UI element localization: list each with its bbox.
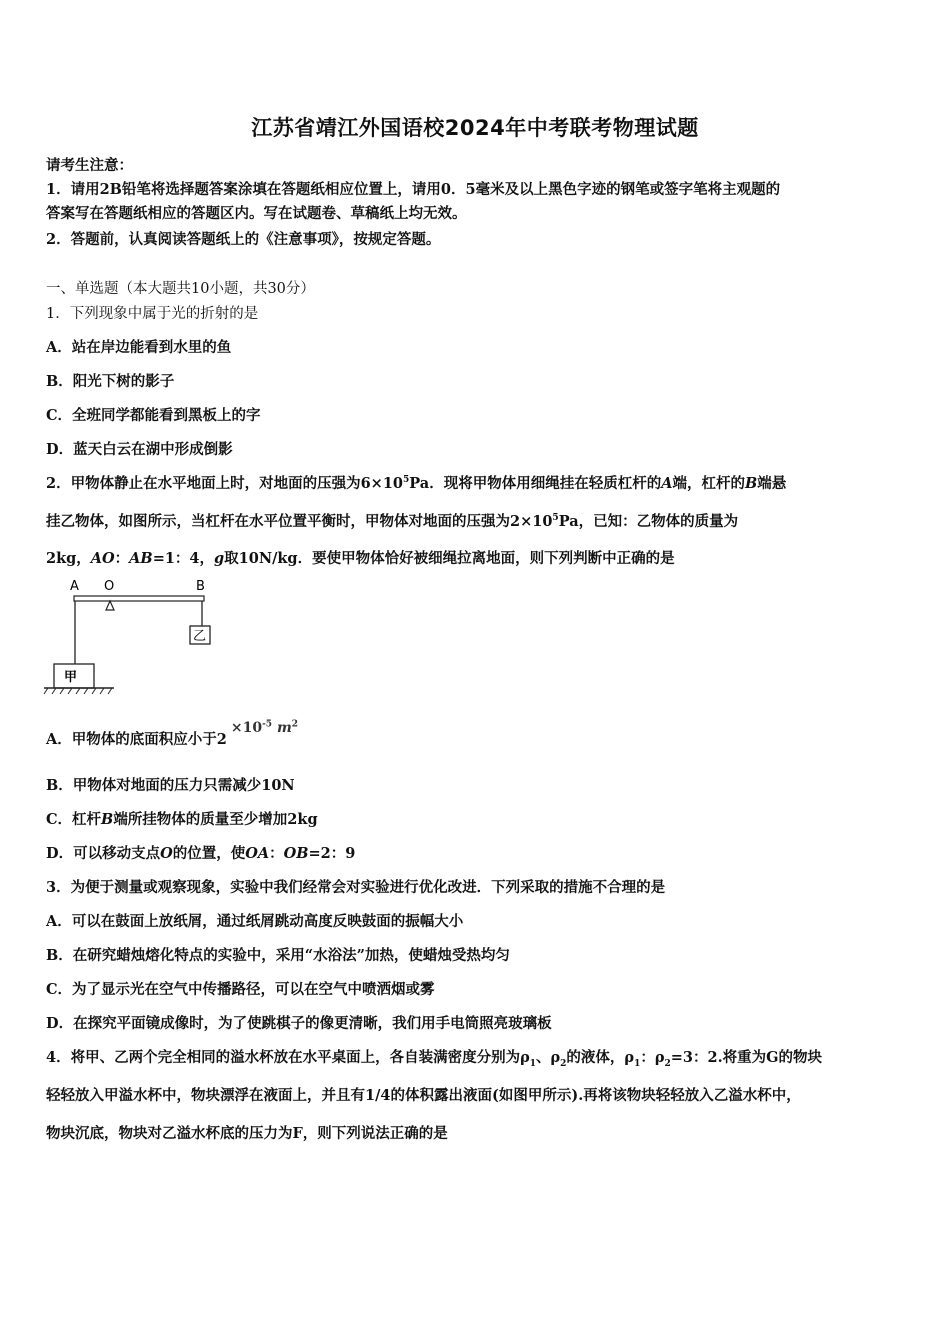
q2-l1d: 端悬 <box>757 475 787 492</box>
q2-option-d: D．可以移动支点O的位置，使OA：OB=2：9 <box>46 845 356 862</box>
q4-stem-line1: 4．将甲、乙两个完全相同的溢水杯放在水平桌面上，各自装满密度分别为$\rho_1$、$\rho_2$的液体，$\rho_1$：$\rho_2=3$：2.将重为G的物块 <box>46 1049 823 1069</box>
fulcrum <box>106 601 114 610</box>
q2-option-a <box>46 719 299 749</box>
q2-l2-exp: 5 <box>552 513 559 524</box>
diagram-label-a: A <box>70 579 79 594</box>
q2-l1-exp: 5 <box>403 475 410 486</box>
q2-l2b: Pa，已知：乙物体的质量为 <box>558 513 739 530</box>
notice-heading: 请考生注意： <box>46 157 133 174</box>
q2-option-c: C．杠杆B端所挂物体的质量至少增加2kg <box>46 811 318 828</box>
ground-hatching <box>44 688 112 694</box>
q3-stem: 3．为便于测量或观察现象，实验中我们经常会对实验进行优化改进．下列采取的措施不合理的是 <box>46 879 666 896</box>
diagram-label-jia: 甲 <box>64 670 78 685</box>
diagram-label-b: B <box>196 579 205 594</box>
q4-stem-line3: 物块沉底，物块对乙溢水杯底的压力为F，则下列说法正确的是 <box>46 1125 448 1142</box>
notice-item-1a: 1．请用2B铅笔将选择题答案涂填在答题纸相应位置上，请用0．5毫米及以上黑色字迹的钢笔或签字笔将主观题的 <box>46 181 781 198</box>
q1-option-c: C．全班同学都能看到黑板上的字 <box>46 407 261 424</box>
notice-item-2: 2．答题前，认真阅读答题纸上的《注意事项》，按规定答题。 <box>46 231 441 248</box>
q4-stem-line2: 轻轻放入甲溢水杯中，物块漂浮在液面上，并且有1/4的体积露出液面(如图甲所示).再将该物块轻轻放入乙溢水杯中， <box>46 1087 801 1104</box>
q1-stem: 1．下列现象中属于光的折射的是 <box>46 306 259 322</box>
q2-l3a: 2kg， <box>46 550 91 567</box>
notice-item-1b: 答案写在答题纸相应的答题区内。写在试题卷、草稿纸上均无效。 <box>46 205 467 222</box>
q2-l3d: 取10N/kg．要使甲物体恰好被细绳拉离地面，则下列判断中正确的是 <box>224 550 675 567</box>
diagram-label-o: O <box>104 579 115 594</box>
q2-l2a: 挂乙物体，如图所示，当杠杆在水平位置平衡时，甲物体对地面的压强为2×10 <box>46 513 553 530</box>
q2-l3c: =1：4， <box>152 550 215 567</box>
lever-diagram <box>40 574 230 699</box>
q3-option-a: A．可以在鼓面上放纸屑，通过纸屑跳动高度反映鼓面的振幅大小 <box>46 913 464 930</box>
q2-option-a-text: A．甲物体的底面积应小于2 <box>46 731 227 748</box>
q3-option-c: C．为了显示光在空气中传播路径，可以在空气中喷洒烟或雾 <box>46 981 435 998</box>
q1-option-a: A．站在岸边能看到水里的鱼 <box>46 339 232 356</box>
q2-l3b: ： <box>114 550 130 567</box>
q2-l3-g: g <box>214 550 225 567</box>
q2-l1-A: A <box>661 475 673 492</box>
lever-bar <box>74 596 204 601</box>
q3-option-d: D．在探究平面镜成像时，为了使跳棋子的像更清晰，我们用手电筒照亮玻璃板 <box>46 1015 552 1032</box>
q2-l1b: Pa．现将甲物体用细绳挂在轻质杠杆的 <box>409 475 662 492</box>
diagram-label-yi: 乙 <box>193 629 207 644</box>
q2-l1c: 端，杠杆的 <box>672 475 745 492</box>
q2-option-b: B．甲物体对地面的压力只需减少10N <box>46 777 295 794</box>
q2-l3-AB: AB <box>129 550 153 567</box>
q3-option-b: B．在研究蜡烛熔化特点的实验中，采用“水浴法”加热，使蜡烛受热均匀 <box>46 947 510 964</box>
q2-stem-line1 <box>46 472 786 493</box>
q2-l1a: 2．甲物体静止在水平地面上时，对地面的压强为6×10 <box>46 475 404 492</box>
q2-l1-B: B <box>744 475 758 492</box>
q2-option-a-formula: $\times 10^{-5}$ $m^2$ <box>230 719 299 736</box>
page-title: 江苏省靖江外国语校2024年中考联考物理试题 <box>251 116 699 140</box>
q1-option-b: B．阳光下树的影子 <box>46 373 175 390</box>
q2-stem-line2 <box>46 510 738 531</box>
q2-l3-AO: AO <box>90 550 115 567</box>
q2-stem-line3 <box>46 547 675 568</box>
q1-option-d: D．蓝天白云在湖中形成倒影 <box>46 441 233 458</box>
section-heading: 一、单选题（本大题共10小题，共30分） <box>46 281 315 297</box>
